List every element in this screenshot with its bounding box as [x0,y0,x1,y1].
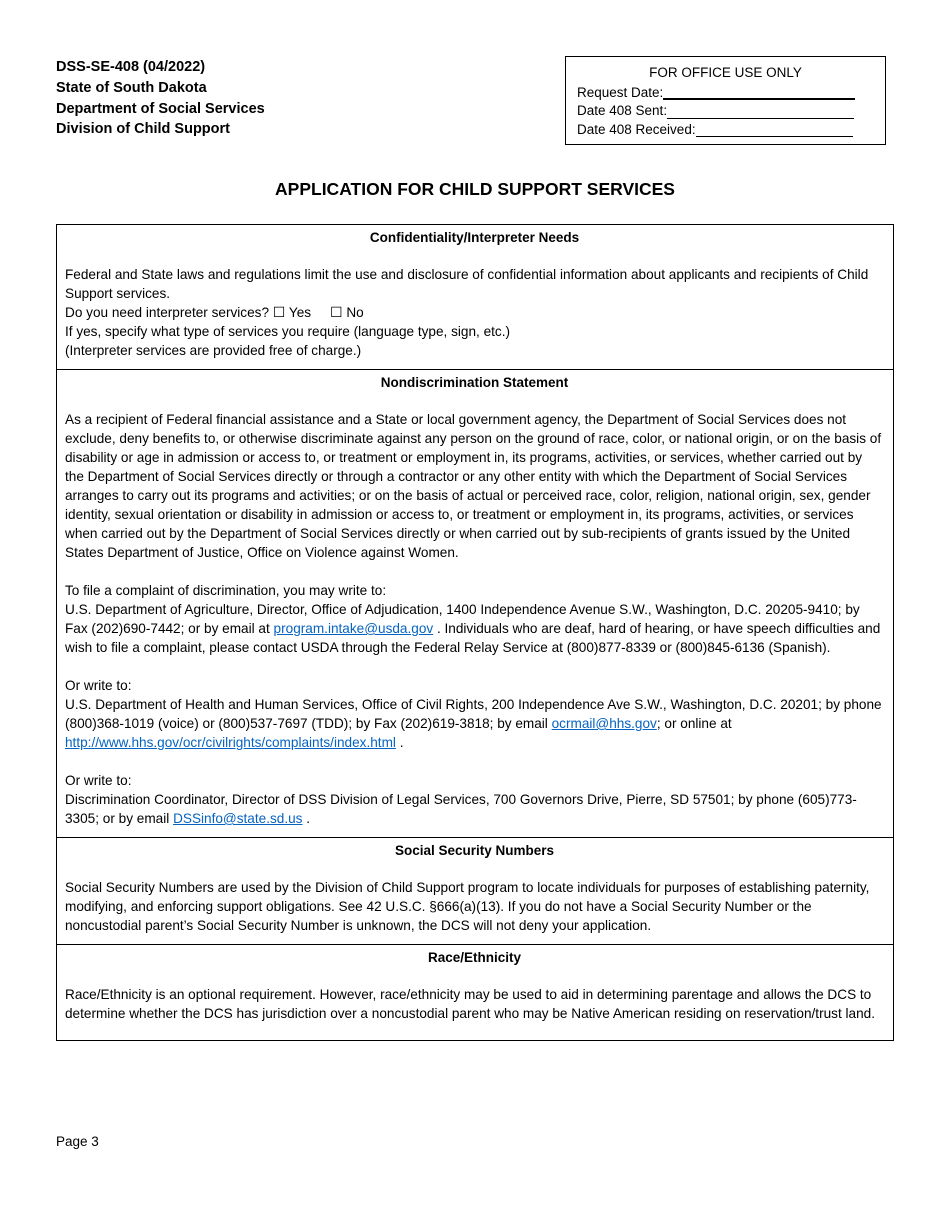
form-sections-table [56,224,894,1041]
date-received-field[interactable] [696,122,853,137]
race-paragraph: Race/Ethnicity is an optional requirement. However, race/ethnicity may be used to aid in determining parentage and allows the DCS to determine whether the DCS has jurisdiction over a noncustodial parent who may be Native American residing on reservation/trust land. [65,987,876,1021]
dss-contact [65,790,884,828]
hhs-text-cont: ; or online at [656,716,732,731]
or-write-label-2: Or write to: [65,773,132,788]
hhs-email-link[interactable]: ocrmail@hhs.gov [551,716,657,731]
ssn-heading: Social Security Numbers [394,843,555,858]
interpreter-question-row [65,303,884,322]
interpreter-question: Do you need interpreter services? [65,305,270,320]
usda-contact [65,600,884,657]
race-heading: Race/Ethnicity [427,950,522,965]
request-date-row [577,84,885,103]
nondiscrimination-heading: Nondiscrimination Statement [380,375,569,390]
date-sent-row [577,102,885,121]
office-use-box [565,56,886,145]
ssn-section [57,838,893,945]
dss-text-end: . [302,811,311,826]
hhs-contact [65,695,884,752]
nondiscrimination-paragraph: As a recipient of Federal financial assistance and a State or local government agency, the Department of Social Services does not exclude, deny benefits to, or otherwise discriminate against any person on the ground of race, color, or national origin, or on the basis of disability or age in admission or access to, or treatment or employment in, its programs, activities, or services, whether carried out by the Department of Social Services directly or through a contractor or any other entity with which the Department of Social Services arranges to carry out its programs and activities; or on the basis of actual or perceived race, color, religion, national origin, sex, gender identity, sexual orientation or disability in admission or access to, or treatment or employment in, its programs, activities, or services when carried out by the Department of Social Services directly or when carried out by sub-recipients of grants issued by the United States Department of Justice, Office on Violence against Women. [65,412,882,560]
page-number: Page 3 [56,1134,99,1149]
usda-email-link[interactable]: program.intake@usda.gov [273,621,434,636]
request-date-field[interactable] [663,84,855,100]
hhs-url-link[interactable]: http://www.hhs.gov/ocr/civilrights/complaints/index.html [65,735,396,750]
date-sent-field[interactable] [667,104,854,119]
date-received-label: Date 408 Received: [577,121,696,137]
race-section [57,945,893,1040]
interpreter-free-note: (Interpreter services are provided free of charge.) [65,343,362,358]
page-title: APPLICATION FOR CHILD SUPPORT SERVICES [275,179,675,199]
hhs-text-end: . [395,735,404,750]
division-name: Division of Child Support [56,121,230,138]
confidentiality-paragraph: Federal and State laws and regulations limit the use and disclosure of confidential information about applicants and recipients of Child Support services. [65,267,869,301]
hhs-text: U.S. Department of Health and Human Services, Office of Civil Rights, 200 Independence Ave S.W., Washington, D.C. 20201; by phone (800)368-1019 (voice) or (800)537-7697 (TDD); by Fax (202)619-3818; by email [65,697,882,731]
no-checkbox[interactable]: ☐ [329,304,343,320]
dss-email-link[interactable]: DSSinfo@state.sd.us [173,811,303,826]
form-id: DSS-SE-408 (04/2022) [56,59,206,75]
confidentiality-heading: Confidentiality/Interpreter Needs [369,230,580,245]
yes-checkbox[interactable]: ☐ [272,304,286,320]
request-date-label: Request Date: [577,84,664,100]
ssn-paragraph: Social Security Numbers are used by the Division of Child Support program to locate individuals for purposes of establishing paternity, modifying, and enforcing support obligations. See 42 U.S.C. §666(a)(13). If you do not have a Social Security Number or the noncustodial parent’s Social Security Number is unknown, the DCS will not deny your application. [65,880,870,933]
usda-text-cont: . Individuals who are deaf, hard of hearing, or have speech difficulties and wish to file a complaint, please contact USDA through the Federal Relay Service at (800)877-8339 or (800)845-6136 (Spanish). [65,621,881,655]
yes-label: Yes [288,305,312,320]
no-label: No [346,305,364,320]
confidentiality-section [57,225,893,370]
department-name: Department of Social Services [56,100,265,117]
state-name: State of South Dakota [56,79,207,96]
form-header [56,57,265,140]
office-use-title: FOR OFFICE USE ONLY [649,65,802,80]
interpreter-specify: If yes, specify what type of services you require (language type, sign, etc.) [65,324,511,339]
dss-text: Discrimination Coordinator, Director of DSS Division of Legal Services, 700 Governors Drive, Pierre, SD 57501; by phone (605)773-3305; or by email [65,792,857,826]
date-sent-label: Date 408 Sent: [577,103,668,118]
complaint-intro: To file a complaint of discrimination, you may write to: [65,583,387,598]
usda-text: U.S. Department of Agriculture, Director, Office of Adjudication, 1400 Independence Avenue S.W., Washington, D.C. 20205-9410; by Fax (202)690-7442; or by email at [65,602,860,636]
nondiscrimination-section [57,370,893,838]
date-received-row [577,121,885,140]
or-write-label: Or write to: [65,678,132,693]
